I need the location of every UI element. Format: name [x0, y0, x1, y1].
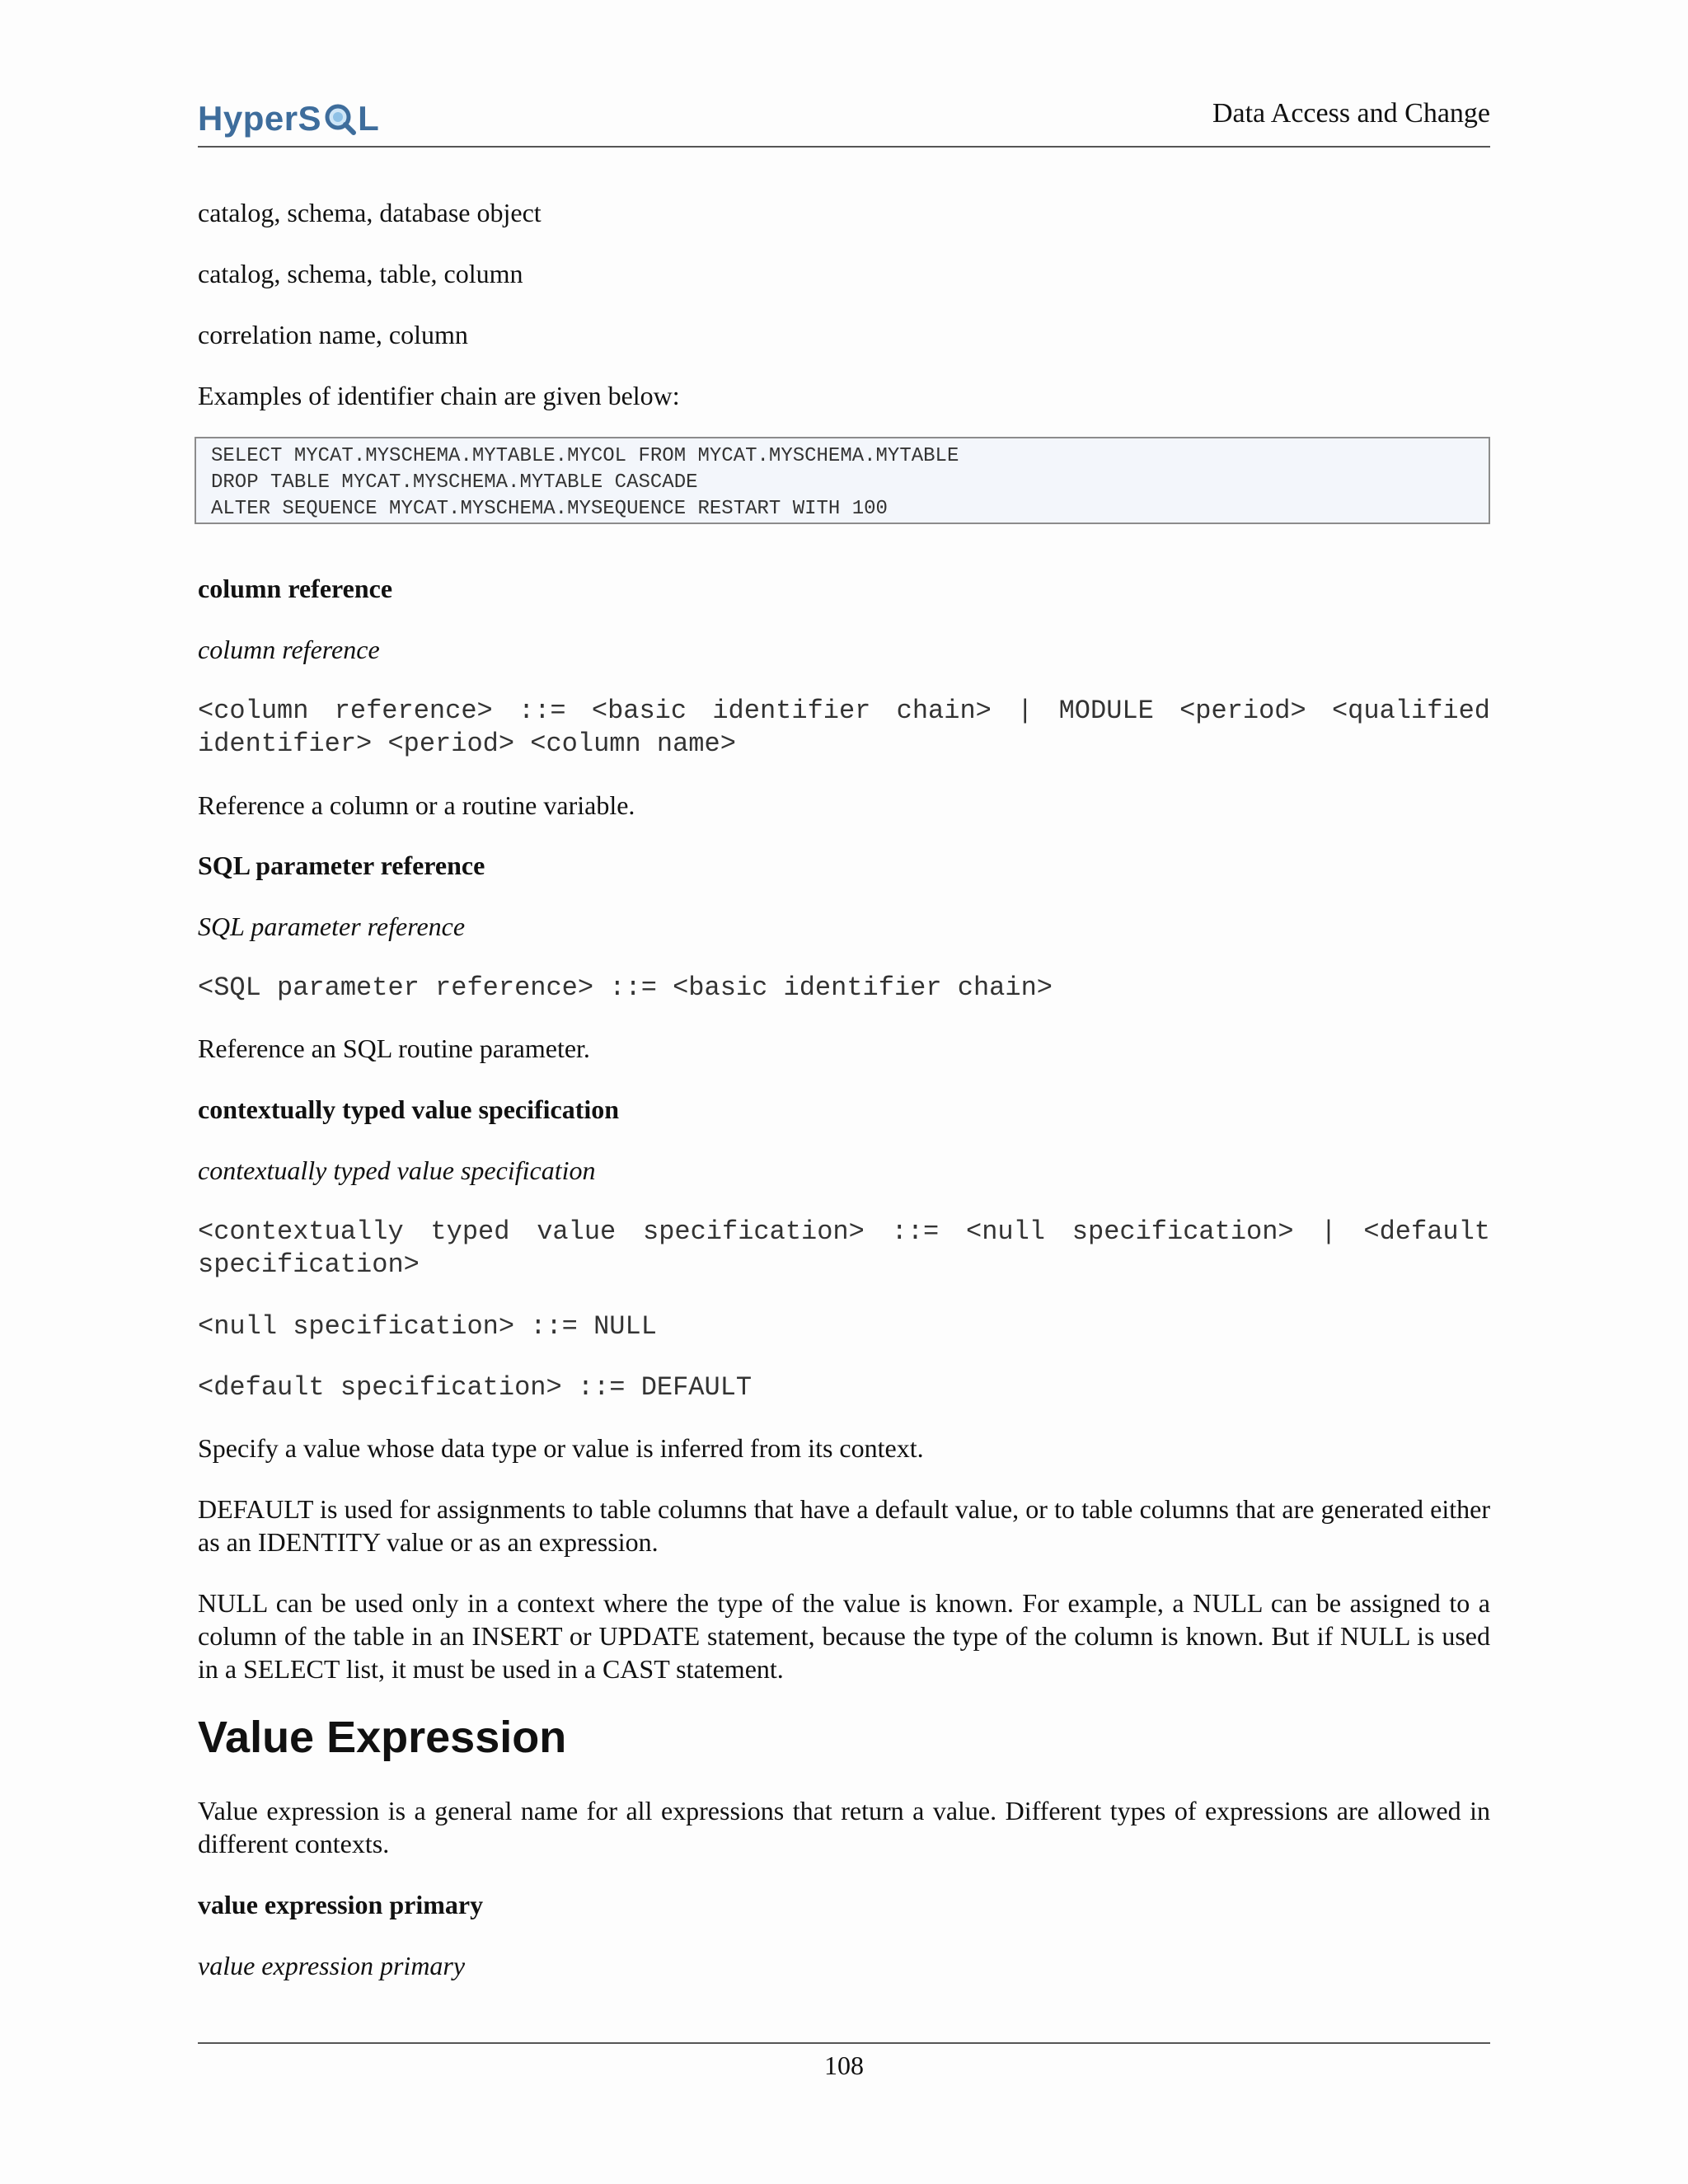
- paragraph-catalog-schema-table: catalog, schema, table, column: [198, 259, 523, 288]
- paragraph-examples-intro: Examples of identifier chain are given below:: [198, 381, 680, 410]
- value-expression-title: Value Expression: [198, 1713, 567, 1762]
- column-reference-italic: column reference: [198, 635, 380, 664]
- contextually-typed-italic: contextually typed value specification: [198, 1155, 596, 1185]
- contextually-typed-syntax: <contextually typed value specification> ::= <null specification> | <default specification>: [198, 1216, 1490, 1280]
- value-expression-description: Value expression is a general name for all expressions that return a value. Different types of expressions are allowed in different contexts.: [198, 1796, 1490, 1858]
- value-expression-primary-heading: value expression primary: [198, 1890, 484, 1919]
- sql-parameter-italic: SQL parameter reference: [198, 912, 466, 941]
- logo-magnifier-icon: [323, 102, 356, 135]
- paragraph-catalog-schema-object: catalog, schema, database object: [198, 198, 542, 227]
- contextually-typed-description: Specify a value whose data type or value is inferred from its context.: [198, 1433, 924, 1463]
- code-line: ALTER SEQUENCE MYCAT.MYSCHEMA.MYSEQUENCE RESTART WITH 100: [211, 498, 888, 520]
- null-usage-paragraph: NULL can be used only in a context where the type of the value is known. For example, a NULL can be assigned to a column of the table in an INSERT or UPDATE statement, because the type of the column is known. But if NULL is used in a SELECT list, it must be used in a CAST statement.: [198, 1588, 1490, 1684]
- logo-text-right: L: [358, 99, 380, 138]
- null-specification-syntax: <null specification> ::= NULL: [198, 1311, 657, 1342]
- page-number: 108: [824, 2050, 864, 2080]
- footer-rule: [198, 2042, 1490, 2044]
- hypersql-logo: [198, 97, 379, 140]
- logo-text-left: HyperS: [198, 99, 322, 138]
- section-title: Data Access and Change: [1212, 98, 1490, 129]
- code-example-block: [195, 437, 1490, 524]
- column-reference-heading: column reference: [198, 574, 393, 603]
- contextually-typed-heading: contextually typed value specification: [198, 1094, 620, 1124]
- value-expression-primary-italic: value expression primary: [198, 1951, 466, 1980]
- default-specification-syntax: <default specification> ::= DEFAULT: [198, 1372, 753, 1403]
- column-reference-description: Reference a column or a routine variable.: [198, 790, 635, 820]
- sql-parameter-heading: SQL parameter reference: [198, 851, 485, 880]
- default-usage-paragraph: DEFAULT is used for assignments to table columns that have a default value, or to table columns that are generated either as an IDENTITY value or as an expression.: [198, 1494, 1490, 1557]
- code-line: SELECT MYCAT.MYSCHEMA.MYTABLE.MYCOL FROM MYCAT.MYSCHEMA.MYTABLE: [211, 445, 959, 467]
- column-reference-syntax: <column reference> ::= <basic identifier chain> | MODULE <period> <qualified identifier> <period> <column name>: [198, 696, 1490, 759]
- paragraph-correlation: correlation name, column: [198, 320, 468, 349]
- sql-parameter-syntax: <SQL parameter reference> ::= <basic identifier chain>: [198, 972, 1053, 1003]
- code-line: DROP TABLE MYCAT.MYSCHEMA.MYTABLE CASCADE: [211, 471, 698, 494]
- header-rule: [198, 146, 1490, 148]
- sql-parameter-description: Reference an SQL routine parameter.: [198, 1033, 590, 1063]
